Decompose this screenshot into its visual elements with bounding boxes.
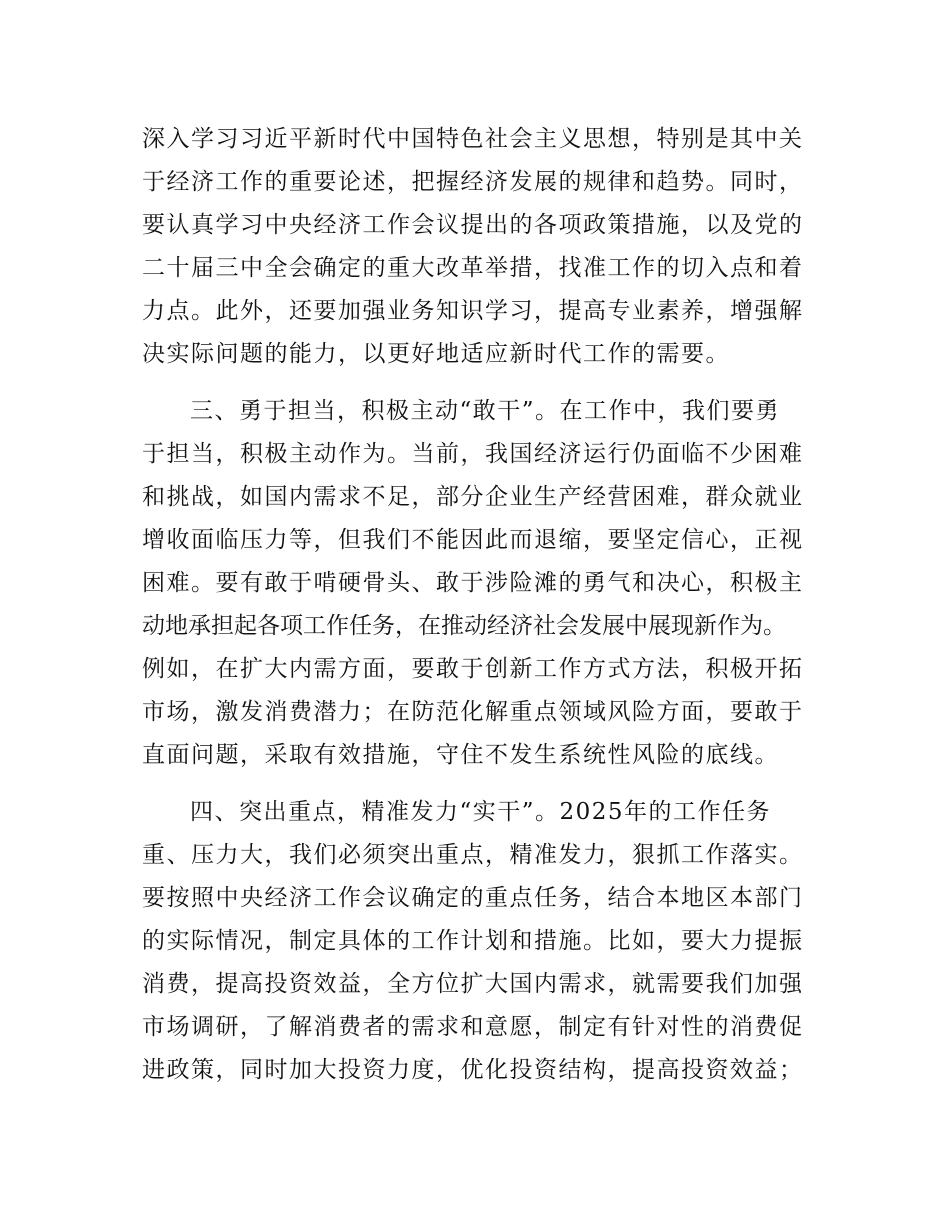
- paragraph-spacer: [142, 777, 822, 791]
- section-heading-line: 四、突出重点，精准发力“实干”。2025年的工作任务: [190, 799, 772, 825]
- text-line: 要认真学习中央经济工作会议提出的各项政策措施，以及党的: [142, 212, 804, 238]
- text-line: 于经济工作的重要论述，把握经济发展的规律和趋势。同时，: [142, 169, 804, 195]
- paragraph-dare-to-act: [142, 390, 822, 777]
- text-line: 市场，激发消费潜力；在防范化解重点领域风险方面，要敢于: [142, 699, 804, 725]
- paragraph-spacer: [142, 376, 822, 390]
- text-line: 增收面临压力等，但我们不能因此而退缩，要坚定信心，正视: [142, 527, 804, 553]
- text-line: 进政策，同时加大投资力度，优化投资结构，提高投资效益；: [142, 1057, 804, 1083]
- text-line: 决实际问题的能力，以更好地适应新时代工作的需要。: [142, 341, 730, 367]
- text-line: 重、压力大，我们必须突出重点，精准发力，狠抓工作落实。: [142, 842, 804, 868]
- text-line: 和挑战，如国内需求不足，部分企业生产经营困难，群众就业: [142, 484, 804, 510]
- text-line: 例如，在扩大内需方面，要敢于创新工作方式方法，积极开拓: [142, 656, 804, 682]
- text-line: 困难。要有敢于啃硬骨头、敢于涉险滩的勇气和决心，积极主: [142, 570, 804, 596]
- text-line: 消费，提高投资效益，全方位扩大国内需求，就需要我们加强: [142, 971, 804, 997]
- document-body: [142, 118, 822, 1092]
- text-line: 二十届三中全会确定的重大改革举措，找准工作的切入点和着: [142, 255, 804, 281]
- text-line: 的实际情况，制定具体的工作计划和措施。比如，要大力提振: [142, 928, 804, 954]
- section-heading-line: 三、勇于担当，积极主动“敢干”。在工作中，我们要勇: [190, 398, 781, 424]
- text-line: 动地承担起各项工作任务，在推动经济社会发展中展现新作为。: [142, 613, 786, 639]
- text-line: 市场调研，了解消费者的需求和意愿，制定有针对性的消费促: [142, 1014, 804, 1040]
- text-line: 深入学习习近平新时代中国特色社会主义思想，特别是其中关: [142, 126, 804, 152]
- text-line: 于担当，积极主动作为。当前，我国经济运行仍面临不少困难: [142, 441, 804, 467]
- text-line: 直面问题，采取有效措施，守住不发生系统性风险的底线。: [142, 742, 779, 768]
- text-line: 力点。此外，还要加强业务知识学习，提高专业素养，增强解: [142, 298, 804, 324]
- paragraph-study: [142, 118, 822, 376]
- text-line: 要按照中央经济工作会议确定的重点任务，结合本地区本部门: [142, 885, 804, 911]
- paragraph-focus-on-priorities: [142, 791, 822, 1092]
